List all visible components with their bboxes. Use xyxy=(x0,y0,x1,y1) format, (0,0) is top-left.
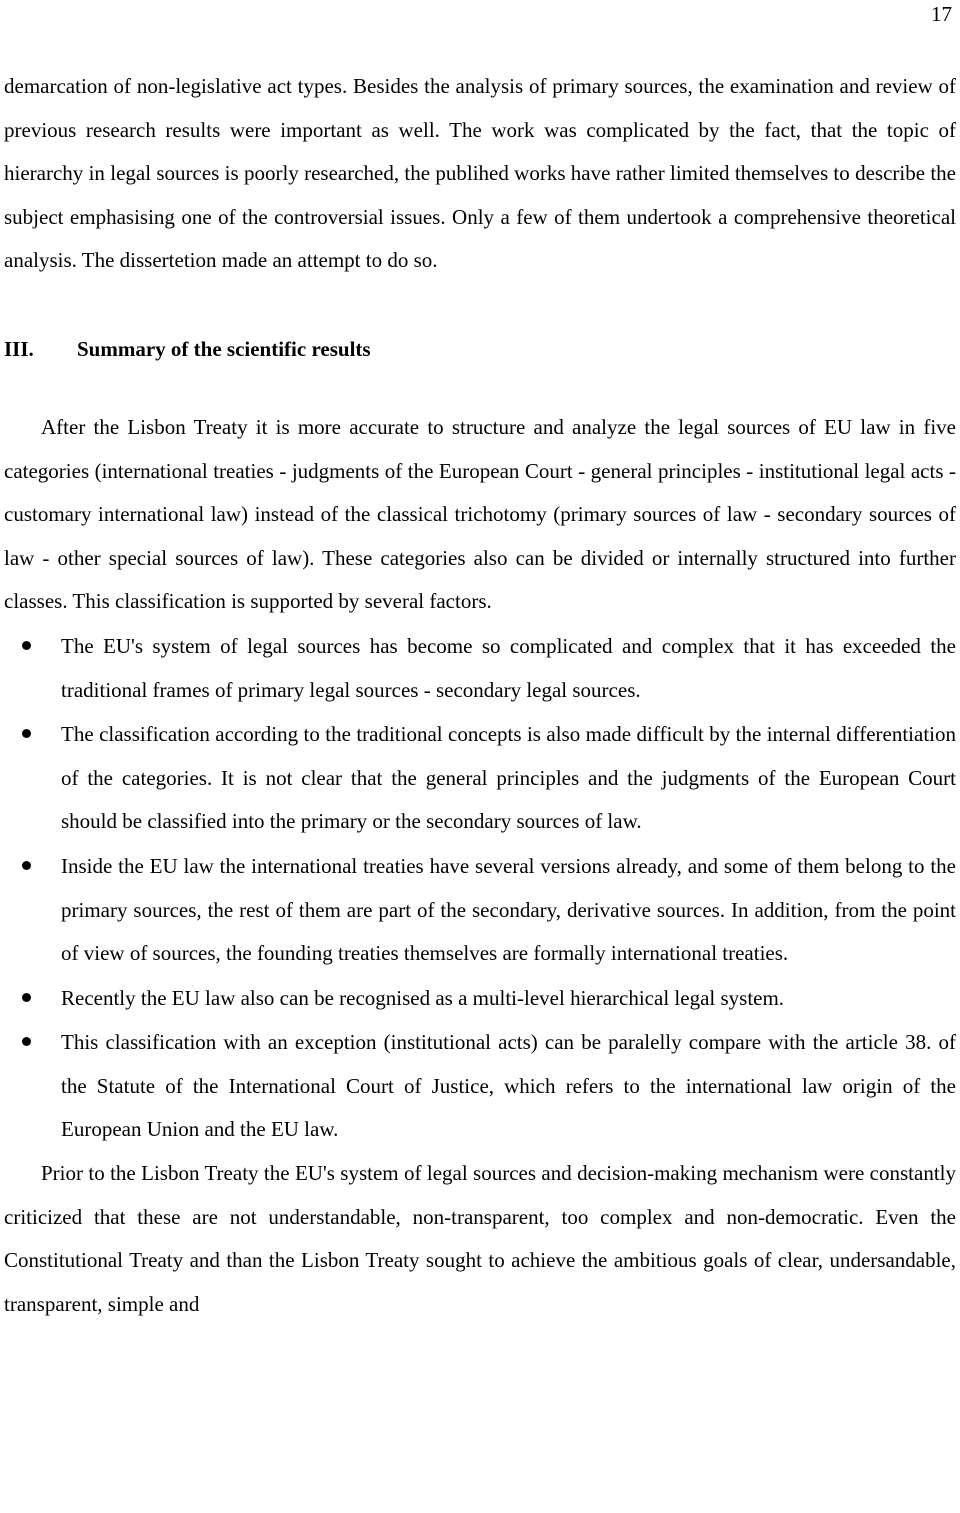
closing-paragraph: Prior to the Lisbon Treaty the EU's system of legal sources and decision-making mechanism were constantly criticized that these are not understandable, non-transparent, too complex and non-democratic. Even the Constitutional Treaty and than the Lisbon Treaty sought to achieve the ambitious goals of clear, undersandable, transparent, simple and xyxy=(4,1161,956,1316)
list-item xyxy=(4,977,956,1021)
bullet-icon xyxy=(22,1037,31,1046)
section-number: III. xyxy=(4,336,34,361)
page-number: 17 xyxy=(931,2,952,26)
list-item-text: Inside the EU law the international treaties have several versions already, and some of them belong to the primary sources, the rest of them are part of the secondary, derivative sources. In addition, from the point of view of sources, the founding treaties themselves are formally international treaties. xyxy=(61,853,956,966)
list-item-text: This classification with an exception (institutional acts) can be paralelly compare with the article 38. of the Statute of the International Court of Justice, which refers to the international law origin of the European Union and the EU law. xyxy=(61,1030,956,1142)
list-item-text: The classification according to the traditional concepts is also made difficult by the internal differentiation of the categories. It is not clear that the general principles and the judgments of the European Court should be classified into the primary or the secondary sources of law. xyxy=(61,722,956,834)
list-item xyxy=(4,713,956,844)
section-title: Summary of the scientific results xyxy=(77,336,371,361)
list-item xyxy=(4,625,956,712)
section-heading xyxy=(4,334,956,364)
bullet-icon xyxy=(22,641,31,650)
bullet-icon xyxy=(22,861,31,870)
list-item xyxy=(4,1021,956,1152)
bullet-icon xyxy=(22,993,31,1002)
list-item-text: The EU's system of legal sources has become so complicated and complex that it has exceeded the traditional frames of primary legal sources - secondary legal sources. xyxy=(61,633,956,702)
factors-list xyxy=(4,625,956,1152)
list-item-text: Recently the EU law also can be recognised as a multi-level hierarchical legal system. xyxy=(61,985,785,1010)
list-item xyxy=(4,845,956,976)
summary-paragraph: After the Lisbon Treaty it is more accurate to structure and analyze the legal sources of EU law in five categories (international treaties - judgments of the European Court - general principles - institutional legal acts - customary international law) instead of the classical trichotomy (primary sources of law - secondary sources of law - other special sources of law). These categories also can be divided or internally structured into further classes. This classification is supported by several factors. xyxy=(4,414,956,614)
bullet-icon xyxy=(22,729,31,738)
intro-paragraph: demarcation of non-legislative act types. Besides the analysis of primary sources, the examination and review of previous research results were important as well. The work was complicated by the fact, that the topic of hierarchy in legal sources is poorly researched, the publihed works have rather limited themselves to describe the subject emphasising one of the controversial issues. Only a few of them undertook a comprehensive theoretical analysis. The dissertetion made an attempt to do so. xyxy=(4,74,956,273)
document-body xyxy=(4,65,956,1326)
